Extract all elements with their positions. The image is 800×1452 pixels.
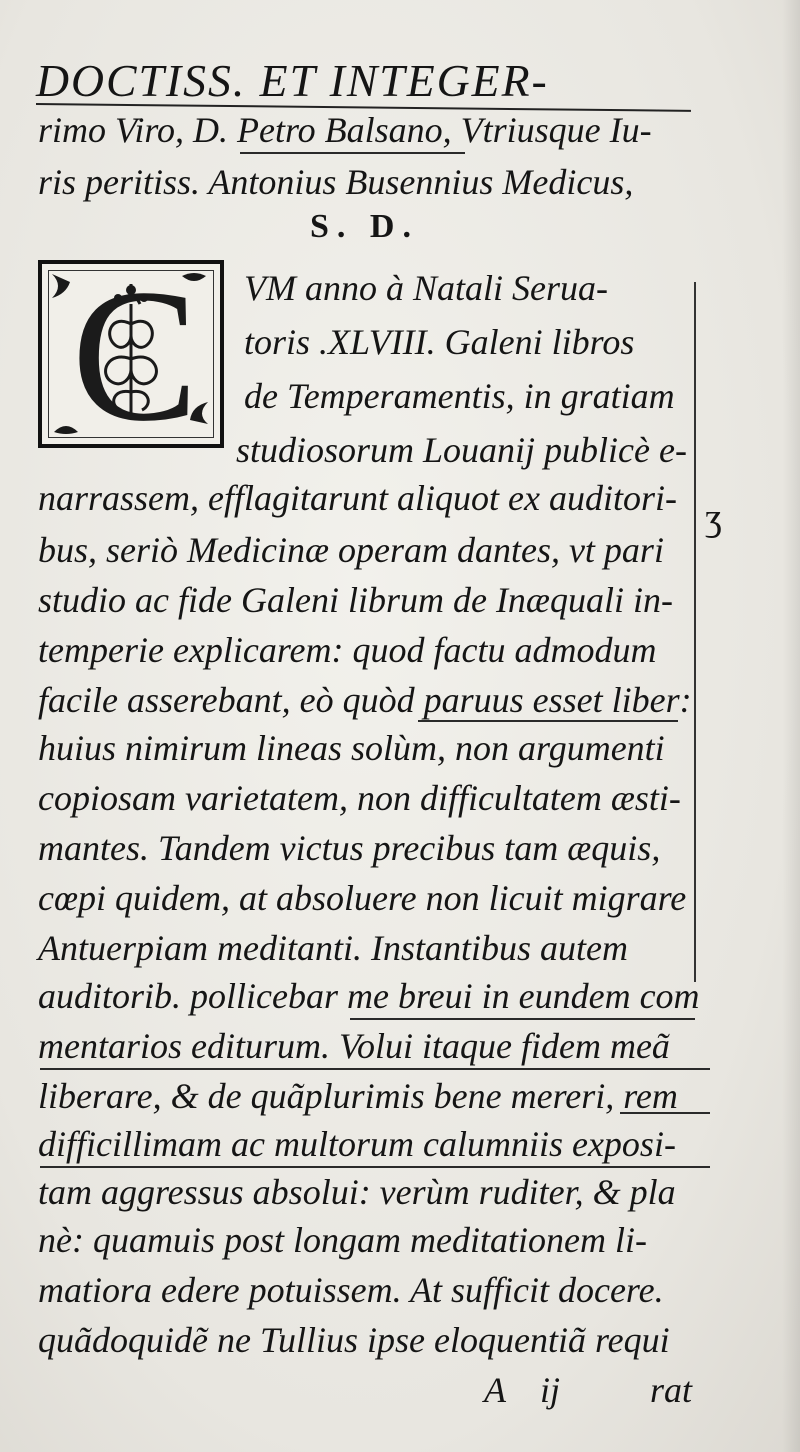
body-line: mentarios editurum. Volui itaque fidem meã [38, 1026, 670, 1066]
body-line: auditorib. pollicebar me breui in eundem com [38, 976, 700, 1016]
page-spine-shadow [782, 0, 800, 1452]
body-line: temperie explicarem: quod factu admodum [38, 630, 657, 670]
margin-rule [694, 282, 696, 982]
heading-line-3: ris peritiss. Antonius Busennius Medicus, [38, 162, 634, 202]
heading: DOCTISS. ET INTEGER- [36, 55, 549, 106]
initial-letter: C [71, 251, 199, 461]
body-line: narrassem, efflagitarunt aliquot ex auditori- [38, 478, 677, 518]
body-line: huius nimirum lineas solùm, non argumenti [38, 728, 665, 768]
body-line: studio ac fide Galeni librum de Inæquali in- [38, 580, 673, 620]
body-line: mantes. Tandem victus precibus tam æquis, [38, 828, 661, 868]
body-line: Antuerpiam meditanti. Instantibus autem [38, 928, 628, 968]
margin-annotation: ʒ [705, 497, 722, 539]
body-line: facile asserebant, eò quòd paruus esset liber: [38, 680, 692, 720]
body-line: toris .XLVIII. Galeni libros [244, 322, 635, 362]
body-line: nè: quamuis post longam meditationem li- [38, 1220, 647, 1260]
body-line: liberare, & de quãplurimis bene mereri, rem [38, 1076, 678, 1116]
body-line: copiosam varietatem, non difficultatem æsti- [38, 778, 681, 818]
body-line: difficillimam ac multorum calumniis exposi- [38, 1124, 676, 1164]
decorated-initial [38, 251, 224, 461]
body-line: de Temperamentis, in gratiam [244, 376, 675, 416]
underline-mark [350, 1018, 695, 1020]
body-line: studiosorum Louanij publicè e- [236, 430, 687, 470]
body-line: VM anno à Natali Serua- [244, 268, 608, 308]
salutation-sd: S. D. [310, 208, 419, 245]
body-line: quãdoquidẽ ne Tullius ipse eloquentiã requi [38, 1320, 670, 1360]
heading-line-2: rimo Viro, D. Petro Balsano, Vtriusque Iu- [38, 110, 652, 150]
underline-mark [40, 1166, 710, 1168]
underline-mark [620, 1112, 710, 1114]
body-line: cœpi quidem, at absoluere non licuit migrare [38, 878, 687, 918]
folio-number: ij [540, 1370, 561, 1410]
body-line: matiora edere potuissem. At sufficit docere. [38, 1270, 664, 1310]
signature-mark: A [484, 1370, 506, 1410]
underline-mark [40, 1068, 710, 1070]
underline-mark [418, 720, 678, 722]
underline-mark [240, 152, 465, 154]
catchword: rat [650, 1370, 693, 1410]
floral-ornament-icon [42, 264, 220, 444]
body-line: bus, seriò Medicinæ operam dantes, vt pari [38, 530, 664, 570]
body-line: tam aggressus absolui: verùm ruditer, & pla [38, 1172, 676, 1212]
